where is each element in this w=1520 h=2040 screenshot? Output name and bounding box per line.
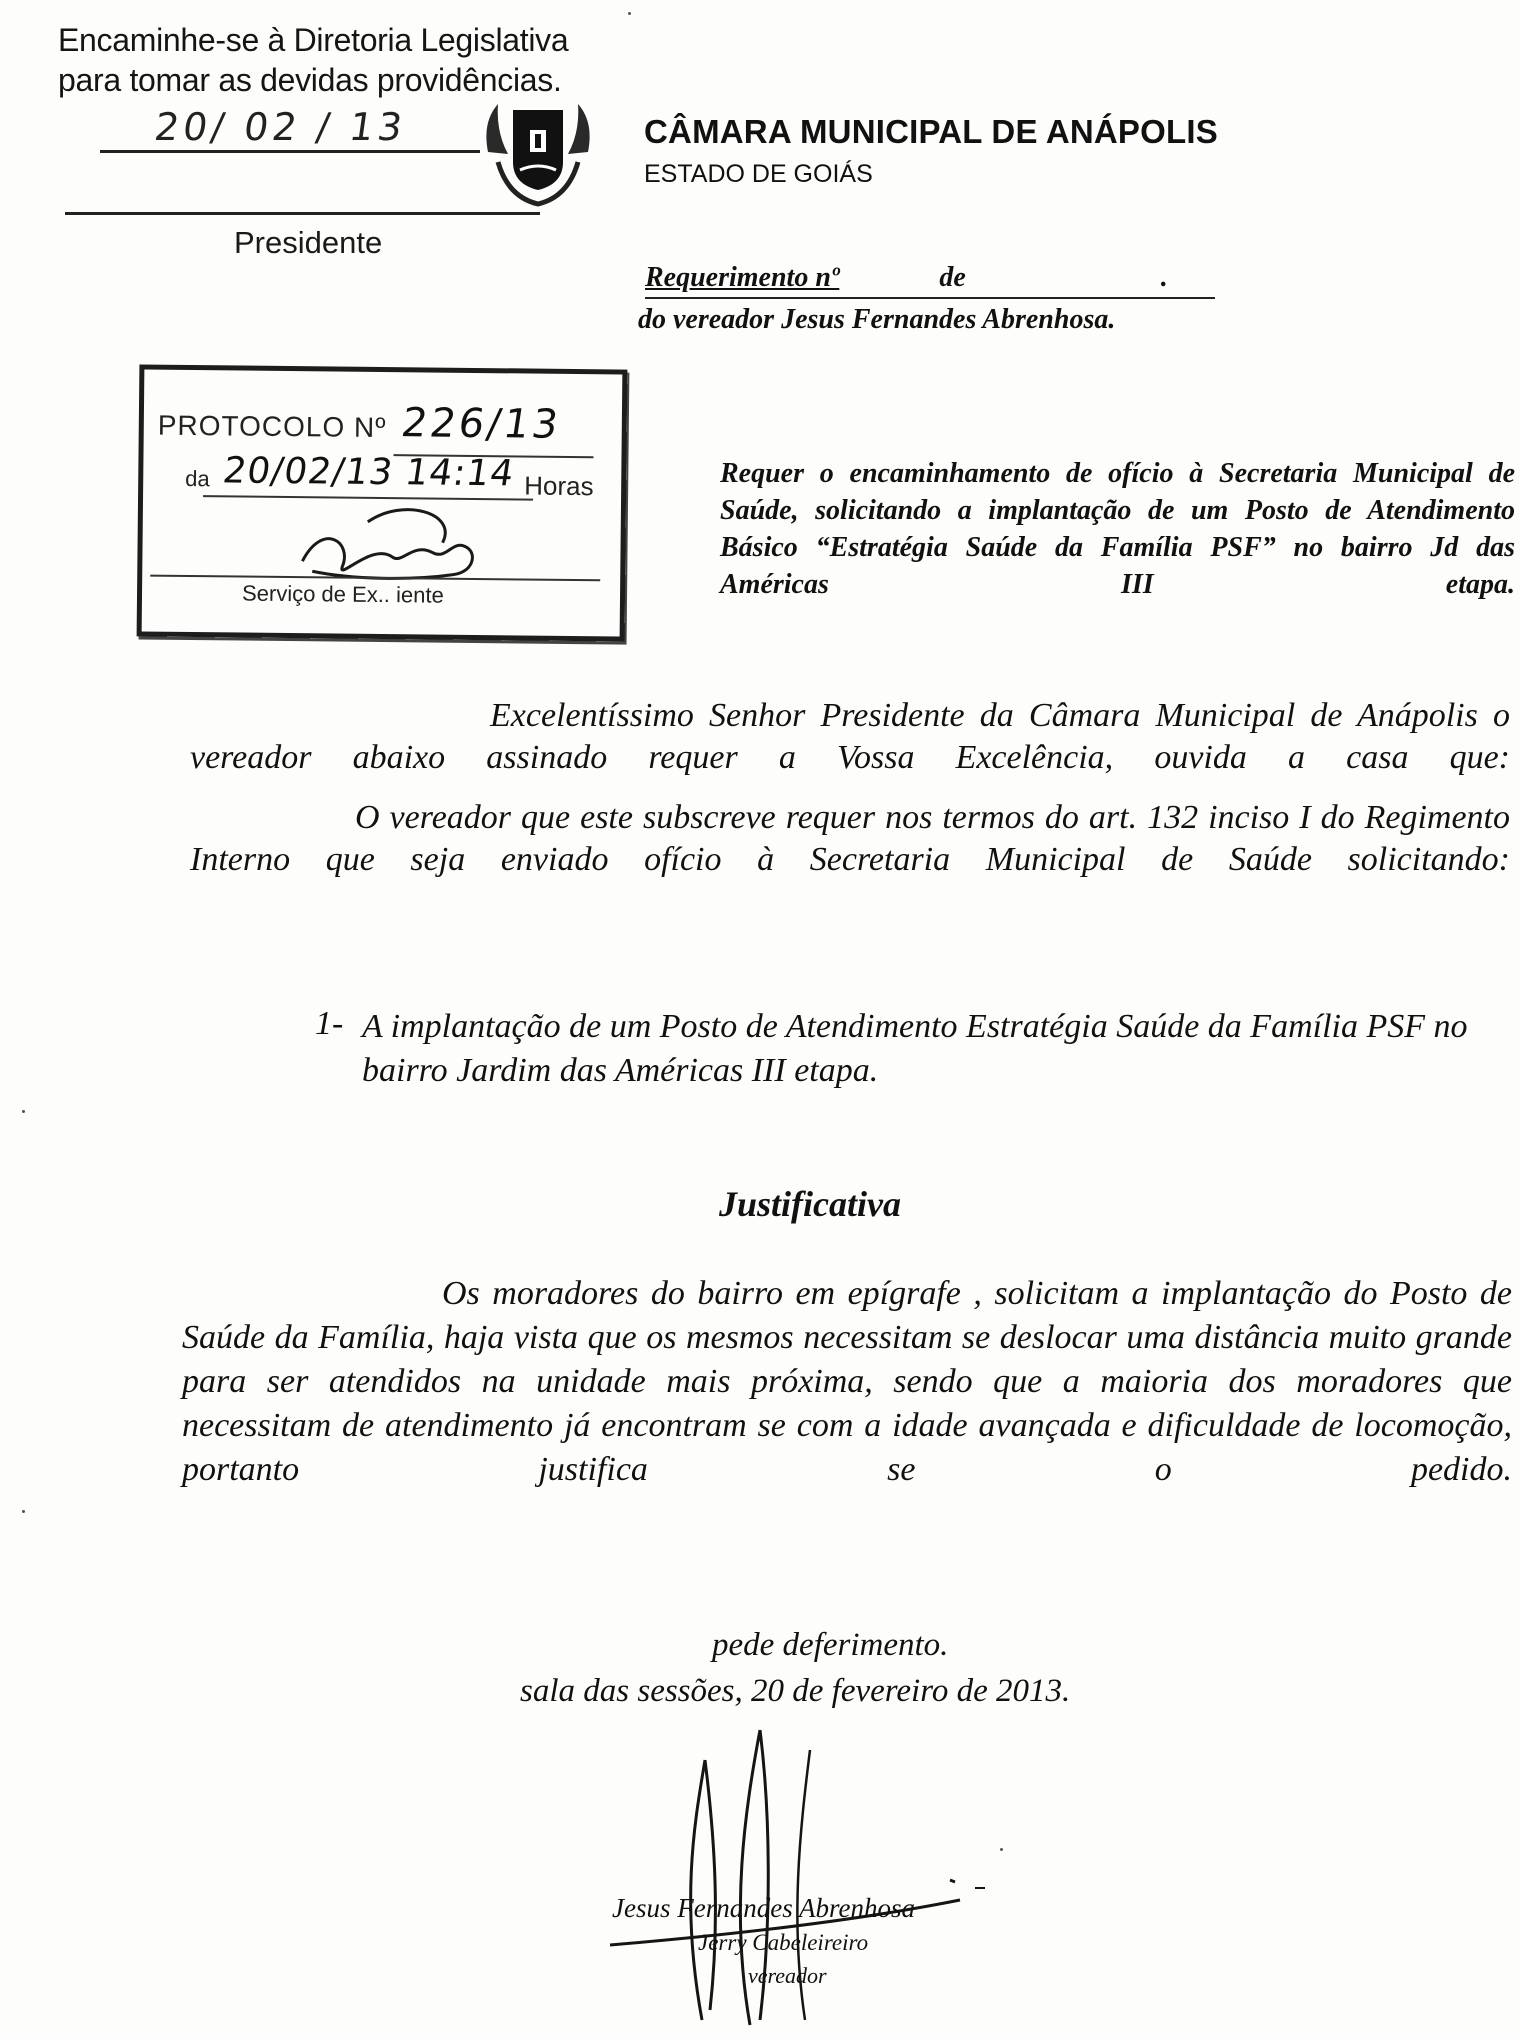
handwritten-signature-icon [610,1720,1000,2040]
president-label: Presidente [234,225,383,260]
requerimento-end: . [1160,262,1168,293]
stamp-date-value: 20/02/13 14:14 [220,450,518,495]
dispatch-signature-line [65,212,540,215]
requerimento-line [645,262,1168,294]
signer-role: vereador [748,1963,827,1988]
scan-speck [22,1510,25,1513]
stamp-protocol-label: PROTOCOLO Nº [157,409,387,444]
stamp-protocol-number: 226/13 [398,400,565,448]
dispatch-text-line2: para tomar as devidas providências. [58,62,562,98]
requerimento-summary: Requer o encaminhamento de ofício à Secretaria Municipal de Saúde, solicitando a implantação de um Posto de Atendimento Básico “Estratégia Saúde da Família PSF” no bairro Jd das Américas III etapa. [720,458,1515,600]
stamp-date-prefix: da [185,465,210,492]
protocol-stamp [137,364,628,641]
stamp-service-label: Serviço de Ex.. iente [241,580,444,608]
closing-place-date: sala das sessões, 20 de fevereiro de 2013. [520,1673,1071,1709]
intro-paragraph: Excelentíssimo Senhor Presidente da Câmara Municipal de Anápolis o vereador abaixo assinado requer a Vossa Excelência, ouvida a casa que: [190,697,1510,776]
requerimento-author: do vereador Jesus Fernandes Abrenhosa. [638,304,1116,335]
requerimento-rule [645,297,1215,299]
chamber-name: CÂMARA MUNICIPAL DE ANÁPOLIS [644,113,1218,150]
signer-alias: Jerry Cabeleireiro [698,1930,869,1955]
closing-request: pede deferimento. [712,1627,949,1663]
requerimento-of: de [939,262,966,293]
stamp-date-line [203,495,533,500]
item-number: 1- [315,1005,344,1042]
item-text: A implantação de um Posto de Atendimento Estratégia Saúde da Família PSF no bairro Jardim das Américas III etapa. [362,1008,1468,1089]
state-name: ESTADO DE GOIÁS [644,160,873,188]
dispatch-handwritten-date: 20/ 02 / 13 [151,105,409,149]
justificativa-paragraph: Os moradores do bairro em epígrafe , solicitam a implantação do Posto de Saúde da Família, haja vista que os mesmos necessitam se deslocar uma distância muito grande para ser atendidos na unidade mais próxima, sendo que a maioria dos moradores que necessitam de atendimento já encontram se com a idade avançada e dificuldade de locomoção, portanto justifica se o pedido. [182,1275,1512,1488]
city-crest-icon [478,92,598,212]
scan-speck [628,12,631,15]
stamp-hours-label: Horas [524,470,594,502]
request-paragraph: O vereador que este subscreve requer nos termos do art. 132 inciso I do Regimento Interno que seja enviado ofício à Secretaria Municipal de Saúde solicitando: [190,799,1510,878]
requerimento-label: Requerimento nº [645,262,840,293]
scan-speck [22,1110,25,1113]
dispatch-text-line1: Encaminhe-se à Diretoria Legislativa [58,22,569,58]
justificativa-heading: Justificativa [719,1184,901,1224]
dispatch-date-line [100,150,480,153]
signer-name: Jesus Fernandes Abrenhosa [612,1893,915,1923]
scan-speck [1000,1848,1003,1851]
